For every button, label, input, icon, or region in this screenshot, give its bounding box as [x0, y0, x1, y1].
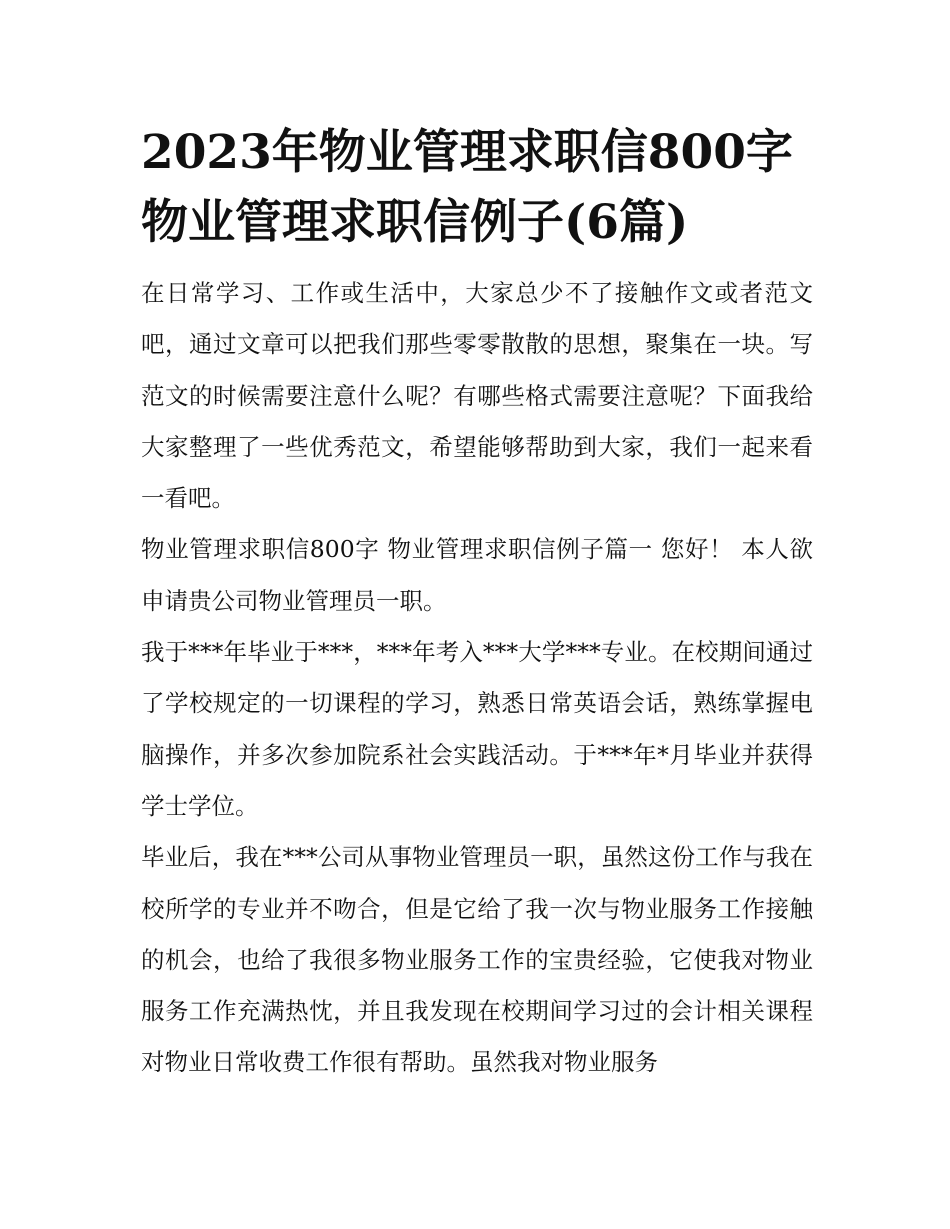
document-title [141, 118, 813, 258]
experience-paragraph: 毕业后，我在***公司从事物业管理员一职，虽然这份工作与我在校所学的专业并不吻合，但是它给了我一次与物业服务工作接触的机会，也给了我很多物业服务工作的宝贵经验，它使我对物业服务工作充满热忱，并且我发现在校期间学习过的会计相关课程对物业日常收费工作很有帮助。虽然我对物业服务 [141, 843, 813, 1077]
intro-paragraph: 在日常学习、工作或生活中，大家总少不了接触作文或者范文吧，通过文章可以把我们那些零零散散的思想，聚集在一块。写范文的时候需要注意什么呢？有哪些格式需要注意呢？下面我给大家整理了一些优秀范文，希望能够帮助到大家，我们一起来看一看吧。 [141, 279, 813, 513]
title-line-1: 2023年物业管理求职信800字 [141, 125, 793, 180]
title-line-2: 物业管理求职信例子(6篇) [141, 195, 689, 250]
document-page [141, 118, 813, 1089]
letter-opening-paragraph: 物业管理求职信800字 物业管理求职信例子篇一 您好！ 本人欲申请贵公司物业管理员一职。 [141, 535, 813, 615]
education-paragraph: 我于***年毕业于***，***年考入***大学***专业。在校期间通过了学校规定的一切课程的学习，熟悉日常英语会话，熟练掌握电脑操作，并多次参加院系社会实践活动。于***年*月毕业并获得学士学位。 [141, 638, 813, 820]
